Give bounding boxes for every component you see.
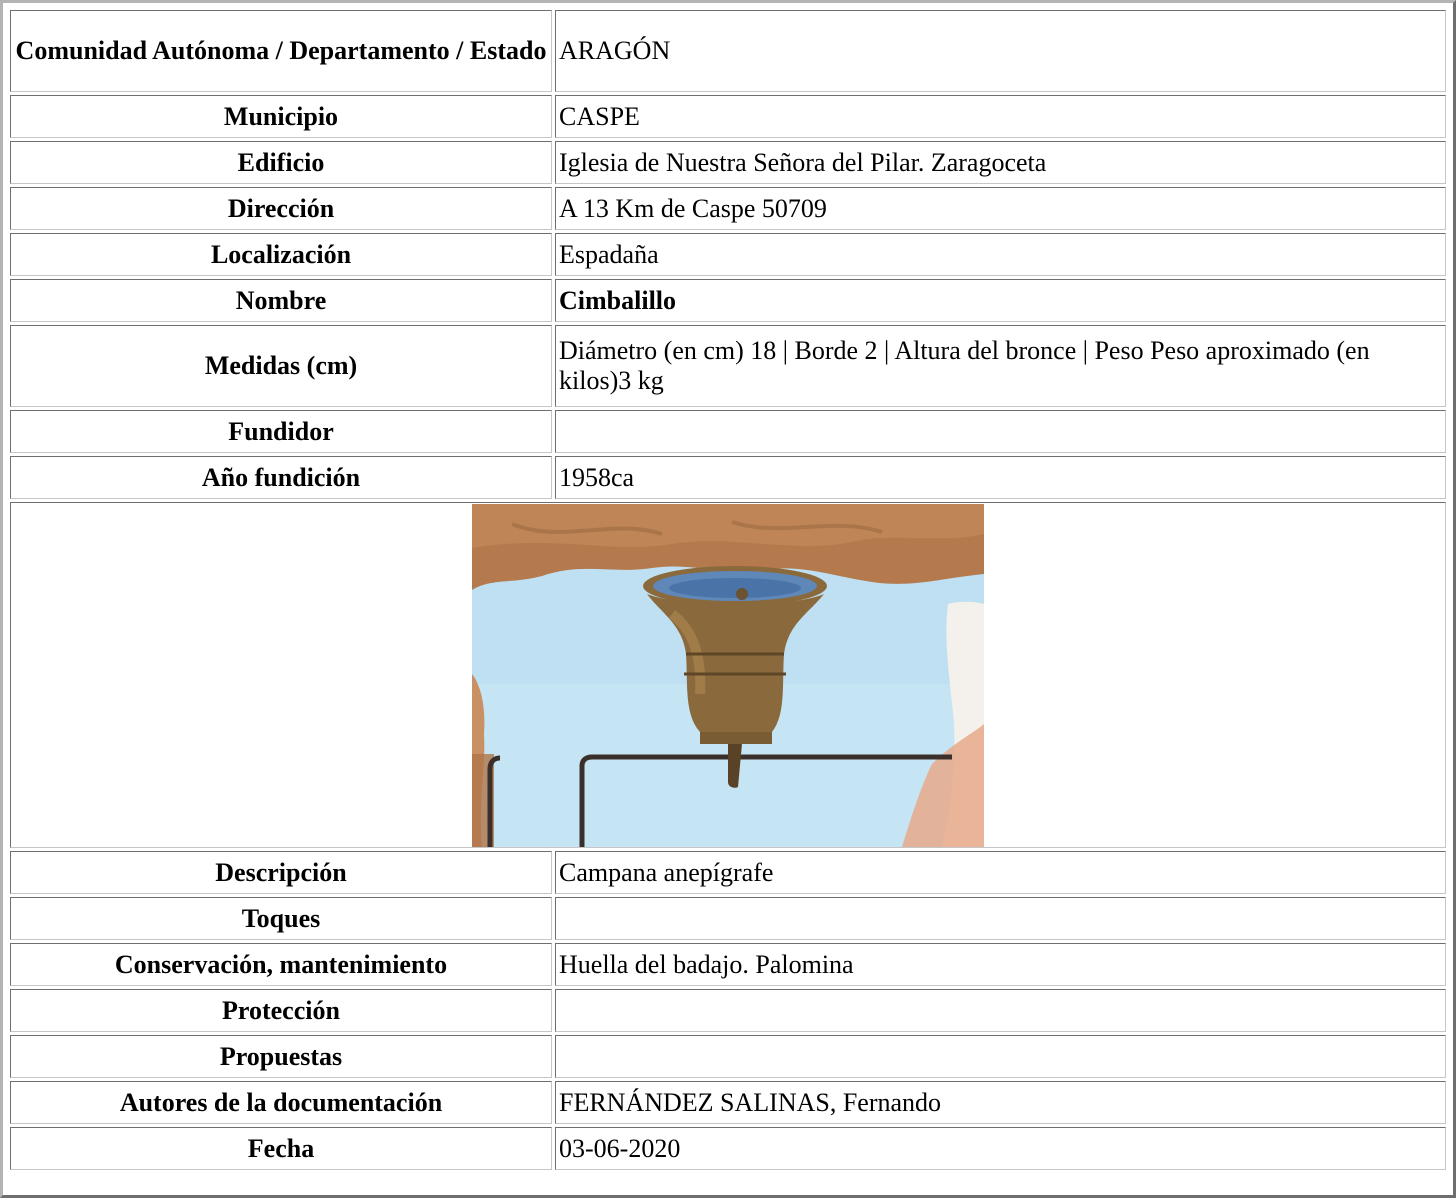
row-localizacion xyxy=(10,233,1446,276)
value-localizacion: Espadaña xyxy=(555,233,1446,276)
label-fecha: Fecha xyxy=(10,1127,552,1170)
value-conservacion: Huella del badajo. Palomina xyxy=(555,943,1446,986)
bell-photo xyxy=(472,504,984,847)
value-descripcion: Campana anepígrafe xyxy=(555,851,1446,894)
label-proteccion: Protección xyxy=(10,989,552,1032)
value-autores: FERNÁNDEZ SALINAS, Fernando xyxy=(555,1081,1446,1124)
value-medidas: Diámetro (en cm) 18 | Borde 2 | Altura del bronce | Peso Peso aproximado (en kilos)3 kg xyxy=(555,325,1446,407)
label-edificio: Edificio xyxy=(10,141,552,184)
value-ano: 1958ca xyxy=(555,456,1446,499)
value-nombre: Cimbalillo xyxy=(555,279,1446,322)
row-autores xyxy=(10,1081,1446,1124)
row-propuestas xyxy=(10,1035,1446,1078)
value-proteccion xyxy=(555,989,1446,1032)
label-autores: Autores de la documentación xyxy=(10,1081,552,1124)
bell-record-table xyxy=(7,7,1449,1173)
value-fundidor xyxy=(555,410,1446,453)
label-ano: Año fundición xyxy=(10,456,552,499)
value-comunidad: ARAGÓN xyxy=(555,10,1446,92)
label-nombre: Nombre xyxy=(10,279,552,322)
label-fundidor: Fundidor xyxy=(10,410,552,453)
value-propuestas xyxy=(555,1035,1446,1078)
row-municipio xyxy=(10,95,1446,138)
label-medidas: Medidas (cm) xyxy=(10,325,552,407)
row-proteccion xyxy=(10,989,1446,1032)
value-fecha: 03-06-2020 xyxy=(555,1127,1446,1170)
value-direccion: A 13 Km de Caspe 50709 xyxy=(555,187,1446,230)
label-localizacion: Localización xyxy=(10,233,552,276)
row-fundidor xyxy=(10,410,1446,453)
value-edificio: Iglesia de Nuestra Señora del Pilar. Zaragoceta xyxy=(555,141,1446,184)
label-conservacion: Conservación, mantenimiento xyxy=(10,943,552,986)
row-fecha xyxy=(10,1127,1446,1170)
row-comunidad xyxy=(10,10,1446,92)
photo-cell xyxy=(10,502,1446,848)
row-direccion xyxy=(10,187,1446,230)
row-edificio xyxy=(10,141,1446,184)
value-municipio: CASPE xyxy=(555,95,1446,138)
label-propuestas: Propuestas xyxy=(10,1035,552,1078)
label-direccion: Dirección xyxy=(10,187,552,230)
row-nombre xyxy=(10,279,1446,322)
photo-row xyxy=(10,502,1446,848)
label-municipio: Municipio xyxy=(10,95,552,138)
row-medidas xyxy=(10,325,1446,407)
row-conservacion xyxy=(10,943,1446,986)
label-toques: Toques xyxy=(10,897,552,940)
row-descripcion xyxy=(10,851,1446,894)
value-toques xyxy=(555,897,1446,940)
row-ano xyxy=(10,456,1446,499)
label-descripcion: Descripción xyxy=(10,851,552,894)
label-comunidad: Comunidad Autónoma / Departamento / Estado xyxy=(10,10,552,92)
row-toques xyxy=(10,897,1446,940)
